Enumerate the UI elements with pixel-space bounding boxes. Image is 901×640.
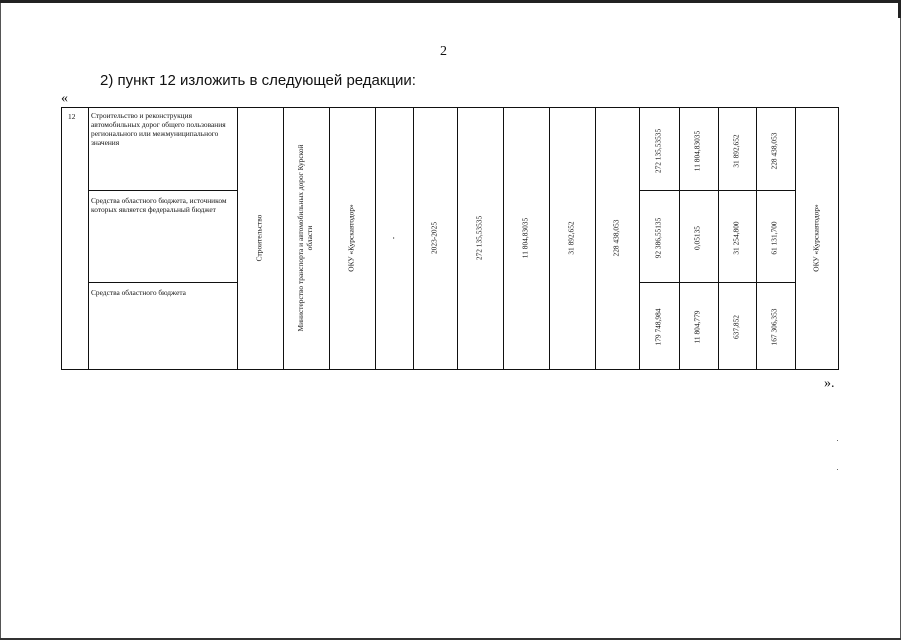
state-customer: ОКУ «Курскавтодор» [346,204,356,272]
amendment-table [61,107,839,370]
finance-2024: 31 892,652 [731,134,741,168]
page-number: 2 [440,44,447,59]
object-name: Строительство и реконструкция автомобильных дорог общего пользования регионального или межмуниципального значения [91,111,226,147]
finance-total: 272 135,53535 [653,128,663,174]
cost-2024: 31 892,652 [566,221,576,255]
row-number: 12 [68,112,76,121]
executor: ОКУ «Курскавтодор» [811,204,821,272]
col-divider [413,107,414,370]
closing-quote: ». [824,376,835,391]
col-divider [549,107,550,370]
cost-2023: 11 804,83035 [520,217,530,259]
col-divider [503,107,504,370]
col-divider [718,107,719,370]
col-divider [595,107,596,370]
col-divider [679,107,680,370]
funding-source-federal: Средства областного бюджета, источником которых является федеральный бюджет [91,196,227,214]
finance-2023: 0,05135 [692,225,702,251]
finance-total: 179 748,984 [653,308,663,346]
row-divider [88,282,238,283]
col-divider [375,107,376,370]
scan-edge-top [0,0,901,3]
row-divider [639,282,796,283]
finance-2023: 11 804,83035 [692,130,702,172]
finance-2024: 637,852 [731,314,741,340]
table-border-top [61,107,839,108]
col-divider [329,107,330,370]
row-divider [639,190,796,191]
col-divider [283,107,284,370]
work-type: Строительство [254,214,264,262]
col-divider [639,107,640,370]
finance-2023: 11 804,779 [692,310,702,344]
implementation-period: 2023-2025 [429,221,439,255]
col-divider [237,107,238,370]
finance-total: 92 386,55135 [653,217,663,259]
finance-2024: 31 254,800 [731,221,741,255]
capacity-dash: - [388,236,398,240]
amendment-heading: 2) пункт 12 изложить в следующей редакции: [100,72,416,89]
table-border-bottom [61,369,839,370]
cost-2025: 228 438,053 [611,219,621,257]
scan-speck [837,440,838,441]
finance-2025: 228 438,053 [769,132,779,170]
col-divider [457,107,458,370]
estimated-cost: 272 135,53535 [474,215,484,261]
col-divider [795,107,796,370]
scan-speck [837,469,838,470]
row-divider [88,190,238,191]
responsible-ministry: Министерство транспорта и автомобильных дорог Курской области [296,144,314,332]
funding-source-regional: Средства областного бюджета [91,288,186,297]
col-divider [756,107,757,370]
finance-2025: 61 131,700 [769,221,779,255]
col-divider [88,107,89,370]
table-border-left [61,107,62,370]
finance-2025: 167 306,353 [769,308,779,346]
table-border-right [838,107,839,370]
opening-quote: « [61,91,68,106]
